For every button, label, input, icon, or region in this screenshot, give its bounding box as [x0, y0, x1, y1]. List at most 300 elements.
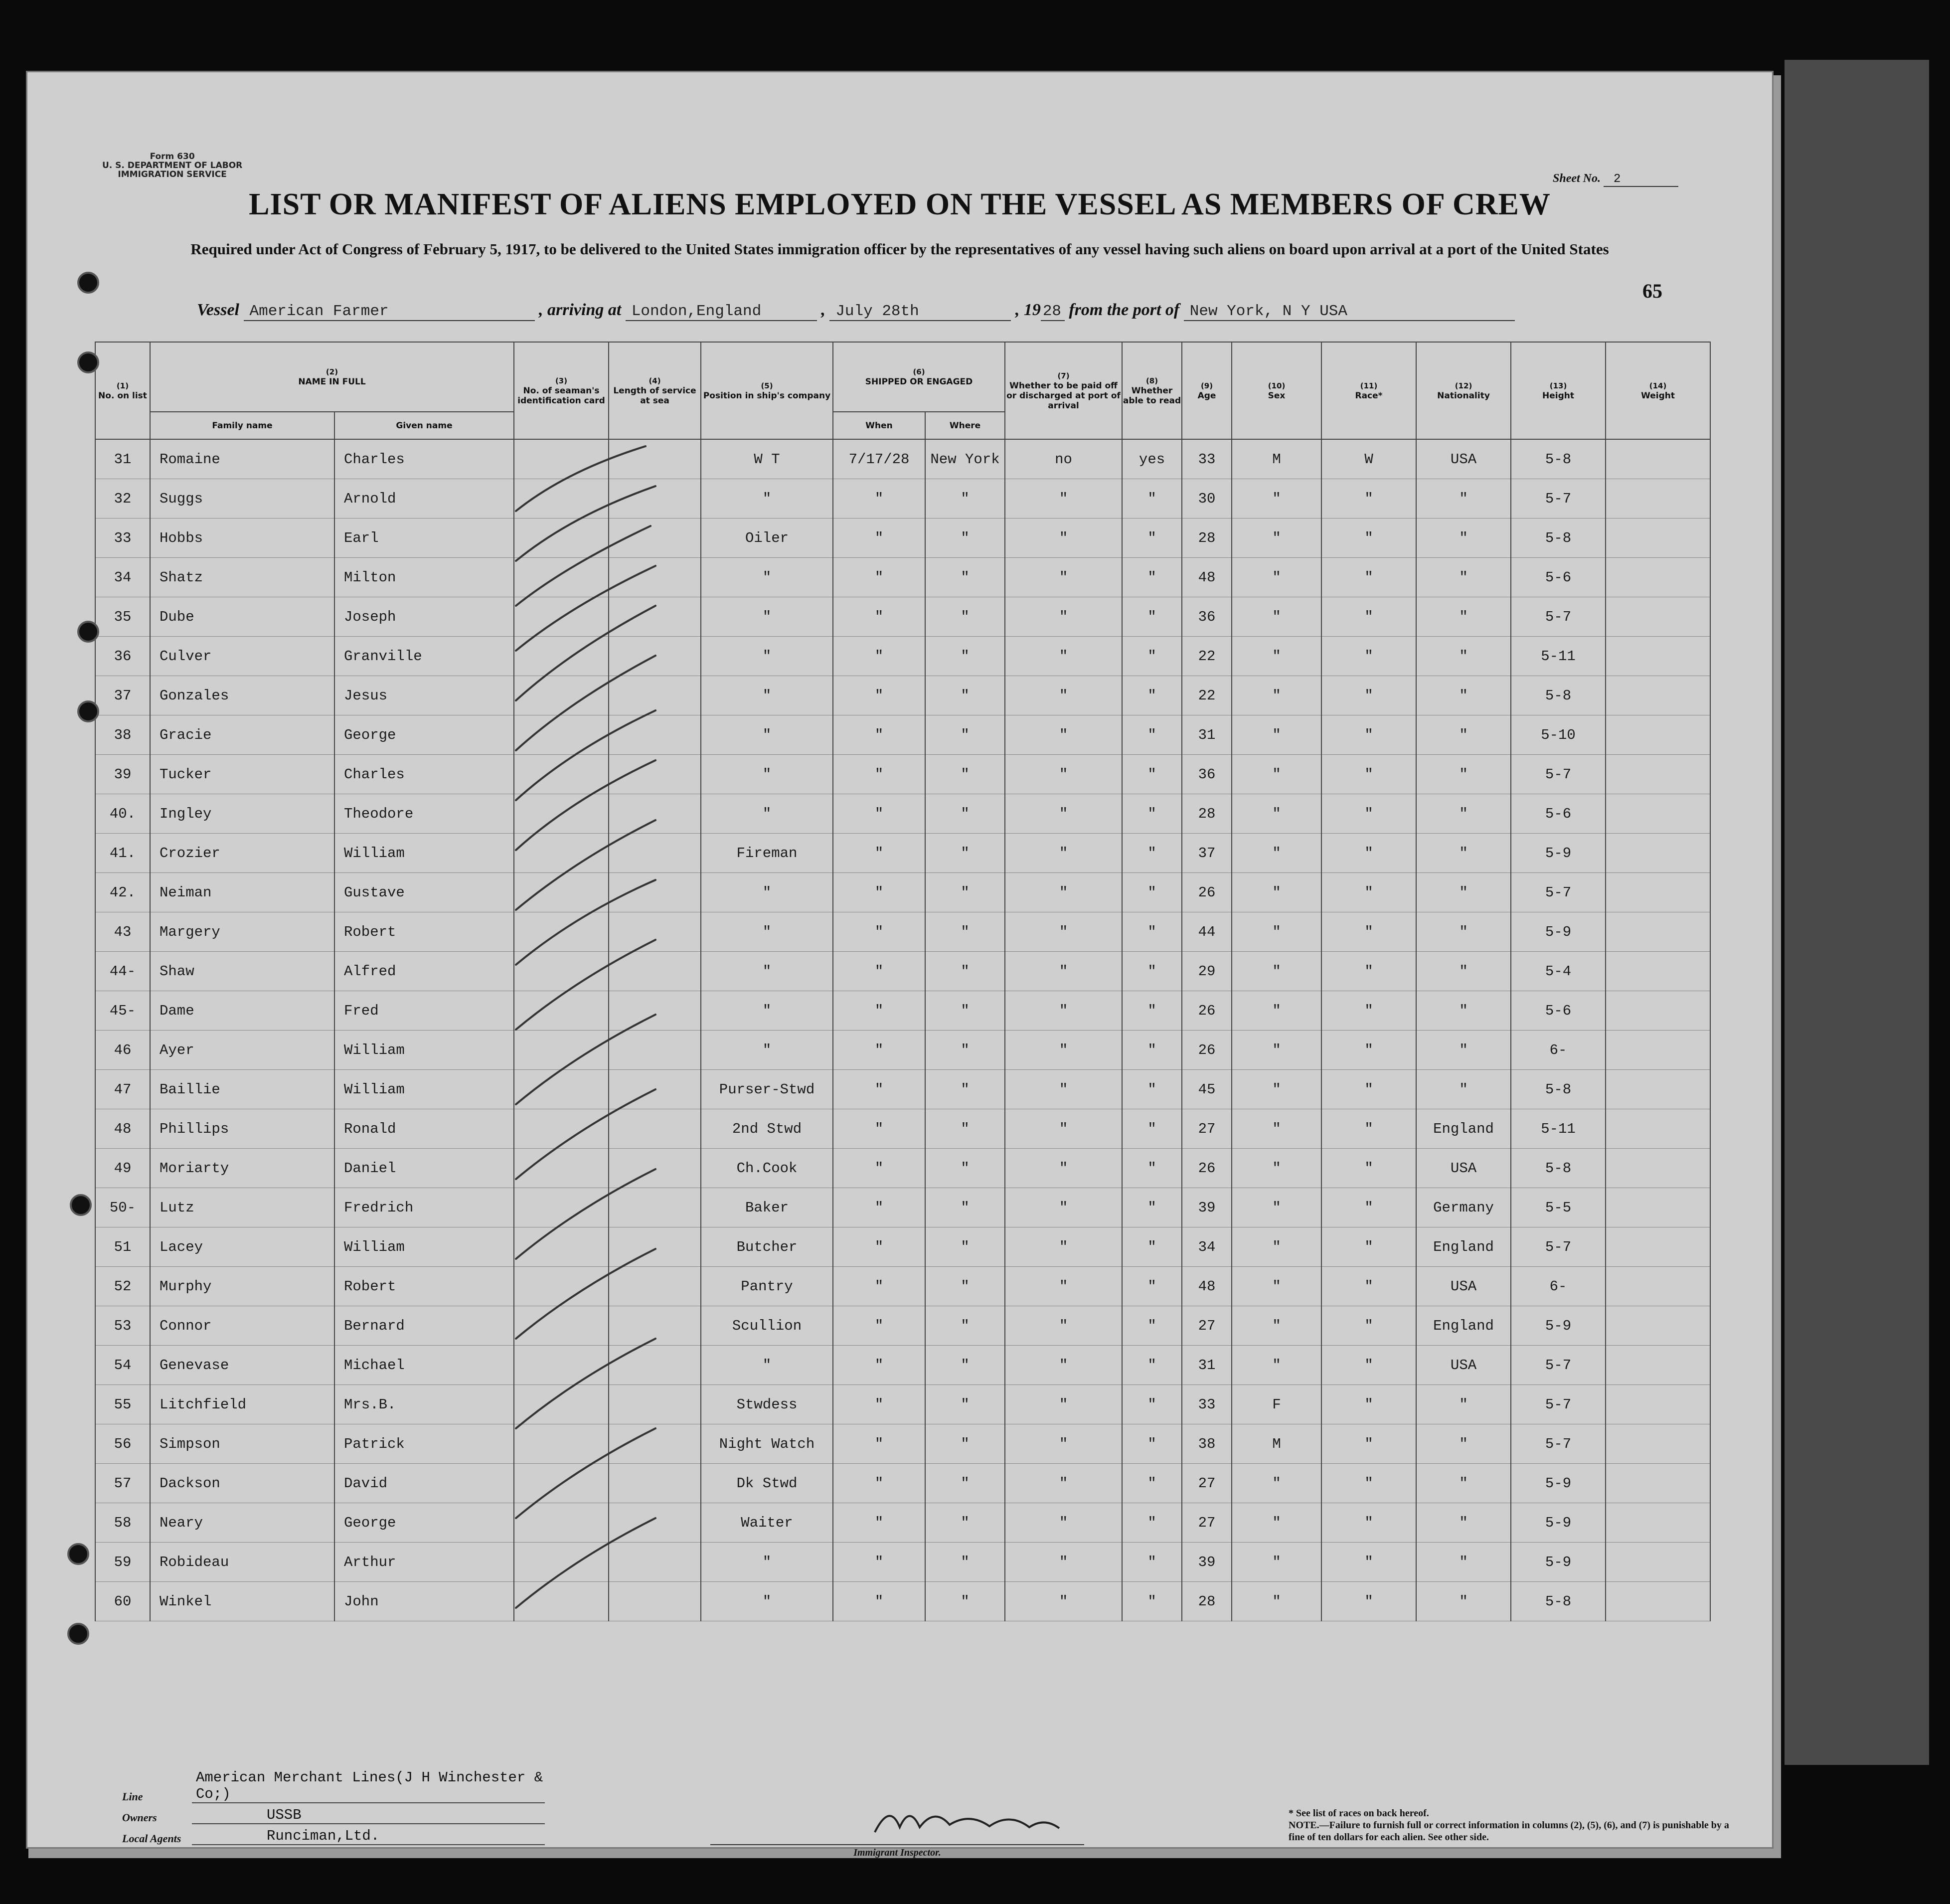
shipped-where-cell: "	[925, 755, 1005, 794]
shipped-when-cell: "	[833, 1188, 925, 1227]
height-cell: 5-8	[1511, 1582, 1606, 1621]
race-cell: "	[1321, 1424, 1416, 1464]
table-row	[95, 873, 1710, 912]
line-value: American Merchant Lines(J H Winchester & Co;)	[192, 1769, 545, 1803]
age-cell: 36	[1182, 597, 1232, 637]
col-name-header: (2) NAME IN FULL	[150, 342, 514, 412]
shipped-where-cell: "	[925, 1109, 1005, 1149]
family-name-cell: Litchfield	[150, 1385, 334, 1424]
height-cell: 6-	[1511, 1031, 1606, 1070]
position-cell: "	[701, 558, 833, 597]
shipped-when-cell: "	[833, 755, 925, 794]
height-cell: 5-7	[1511, 1346, 1606, 1385]
shipped-where-cell: "	[925, 479, 1005, 519]
family-name-cell: Neiman	[150, 873, 334, 912]
height-cell: 5-8	[1511, 1149, 1606, 1188]
shipped-when-cell: "	[833, 794, 925, 834]
age-cell: 26	[1182, 991, 1232, 1031]
given-name-cell: William	[334, 834, 514, 873]
height-cell: 5-7	[1511, 755, 1606, 794]
given-name-cell: Fredrich	[334, 1188, 514, 1227]
race-cell: "	[1321, 912, 1416, 952]
sex-cell: "	[1232, 873, 1321, 912]
shipped-when-cell: "	[833, 1031, 925, 1070]
shipped-when-cell: "	[833, 1109, 925, 1149]
weight-cell	[1606, 676, 1710, 715]
family-name-cell: Dame	[150, 991, 334, 1031]
age-cell: 27	[1182, 1306, 1232, 1346]
position-cell: "	[701, 952, 833, 991]
binder-hole	[70, 1194, 92, 1216]
given-name-cell: George	[334, 1503, 514, 1543]
paid-off-cell: "	[1005, 1227, 1122, 1267]
crew-manifest-table	[95, 342, 1711, 1621]
table-row	[95, 676, 1710, 715]
inspector-signature-block	[710, 1797, 1084, 1857]
able-to-read-cell: "	[1122, 1070, 1182, 1109]
height-cell: 5-10	[1511, 715, 1606, 755]
given-name-cell: Ronald	[334, 1109, 514, 1149]
shipped-when-cell: "	[833, 1267, 925, 1306]
race-cell: "	[1321, 873, 1416, 912]
col-family-name-header: Family name	[150, 412, 334, 439]
row-number-cell: 59	[95, 1543, 150, 1582]
height-cell: 5-4	[1511, 952, 1606, 991]
sex-cell: "	[1232, 479, 1321, 519]
given-name-cell: Jesus	[334, 676, 514, 715]
able-to-read-cell: "	[1122, 1188, 1182, 1227]
family-name-cell: Baillie	[150, 1070, 334, 1109]
position-cell: Fireman	[701, 834, 833, 873]
weight-cell	[1606, 755, 1710, 794]
table-row	[95, 1385, 1710, 1424]
paid-off-cell: "	[1005, 991, 1122, 1031]
footnotes	[1289, 1807, 1737, 1843]
given-name-cell: Arthur	[334, 1543, 514, 1582]
family-name-cell: Robideau	[150, 1543, 334, 1582]
nationality-cell: "	[1416, 952, 1511, 991]
position-cell: "	[701, 991, 833, 1031]
table-row	[95, 479, 1710, 519]
family-name-cell: Ingley	[150, 794, 334, 834]
family-name-cell: Lacey	[150, 1227, 334, 1267]
paid-off-cell: "	[1005, 1503, 1122, 1543]
weight-cell	[1606, 991, 1710, 1031]
age-cell: 22	[1182, 676, 1232, 715]
races-note: * See list of races on back hereof.	[1289, 1808, 1429, 1819]
shipped-where-cell: "	[925, 1267, 1005, 1306]
family-name-cell: Culver	[150, 637, 334, 676]
able-to-read-cell: "	[1122, 1149, 1182, 1188]
paid-off-cell: "	[1005, 794, 1122, 834]
family-name-cell: Genevase	[150, 1346, 334, 1385]
able-to-read-cell: "	[1122, 637, 1182, 676]
table-row	[95, 597, 1710, 637]
height-cell: 5-11	[1511, 1109, 1606, 1149]
row-number-cell: 31	[95, 439, 150, 479]
paid-off-cell: "	[1005, 1464, 1122, 1503]
col-height-header: (13) Height	[1511, 342, 1606, 439]
given-name-cell: Granville	[334, 637, 514, 676]
col-where-header: Where	[925, 412, 1005, 439]
shipped-where-cell: "	[925, 597, 1005, 637]
age-cell: 37	[1182, 834, 1232, 873]
height-cell: 5-9	[1511, 912, 1606, 952]
nationality-cell: "	[1416, 1031, 1511, 1070]
given-name-cell: Theodore	[334, 794, 514, 834]
family-name-cell: Margery	[150, 912, 334, 952]
height-cell: 5-9	[1511, 1503, 1606, 1543]
shipped-where-cell: "	[925, 519, 1005, 558]
sex-cell: "	[1232, 1227, 1321, 1267]
shipped-where-cell: "	[925, 1149, 1005, 1188]
sex-cell: "	[1232, 991, 1321, 1031]
nationality-cell: "	[1416, 912, 1511, 952]
shipped-when-cell: "	[833, 912, 925, 952]
weight-cell	[1606, 439, 1710, 479]
race-cell: "	[1321, 676, 1416, 715]
paid-off-cell: "	[1005, 558, 1122, 597]
row-number-cell: 49	[95, 1149, 150, 1188]
given-name-cell: Daniel	[334, 1149, 514, 1188]
shipped-when-cell: "	[833, 479, 925, 519]
shipped-where-cell: "	[925, 1031, 1005, 1070]
shipped-when-cell: 7/17/28	[833, 439, 925, 479]
paid-off-cell: "	[1005, 715, 1122, 755]
agents-label: Local Agents	[122, 1832, 181, 1845]
nationality-cell: "	[1416, 794, 1511, 834]
nationality-cell: England	[1416, 1227, 1511, 1267]
weight-cell	[1606, 912, 1710, 952]
nationality-cell: "	[1416, 676, 1511, 715]
height-cell: 5-6	[1511, 991, 1606, 1031]
row-number-cell: 56	[95, 1424, 150, 1464]
position-cell: "	[701, 637, 833, 676]
row-number-cell: 35	[95, 597, 150, 637]
height-cell: 5-5	[1511, 1188, 1606, 1227]
sex-cell: "	[1232, 1582, 1321, 1621]
row-number-cell: 32	[95, 479, 150, 519]
position-cell: Oiler	[701, 519, 833, 558]
race-cell: "	[1321, 1346, 1416, 1385]
nationality-cell: USA	[1416, 1267, 1511, 1306]
height-cell: 5-8	[1511, 676, 1606, 715]
paid-off-cell: no	[1005, 439, 1122, 479]
weight-cell	[1606, 794, 1710, 834]
race-cell: "	[1321, 519, 1416, 558]
race-cell: "	[1321, 1267, 1416, 1306]
shipped-when-cell: "	[833, 715, 925, 755]
shipped-when-cell: "	[833, 1346, 925, 1385]
age-cell: 36	[1182, 755, 1232, 794]
race-cell: "	[1321, 597, 1416, 637]
nationality-cell: "	[1416, 1582, 1511, 1621]
shipped-when-cell: "	[833, 1543, 925, 1582]
owners-value: USSB	[192, 1807, 545, 1824]
col-sex-header: (10) Sex	[1232, 342, 1321, 439]
given-name-cell: Robert	[334, 1267, 514, 1306]
family-name-cell: Dackson	[150, 1464, 334, 1503]
position-cell: "	[701, 1543, 833, 1582]
nationality-cell: "	[1416, 1385, 1511, 1424]
given-name-cell: Charles	[334, 439, 514, 479]
able-to-read-cell: "	[1122, 1031, 1182, 1070]
age-cell: 27	[1182, 1109, 1232, 1149]
race-cell: "	[1321, 991, 1416, 1031]
able-to-read-cell: "	[1122, 1464, 1182, 1503]
paid-off-cell: "	[1005, 1267, 1122, 1306]
weight-cell	[1606, 1385, 1710, 1424]
able-to-read-cell: "	[1122, 558, 1182, 597]
shipped-where-cell: "	[925, 558, 1005, 597]
shipped-when-cell: "	[833, 1464, 925, 1503]
able-to-read-cell: "	[1122, 991, 1182, 1031]
check-mark	[516, 820, 655, 910]
family-name-cell: Shaw	[150, 952, 334, 991]
given-name-cell: David	[334, 1464, 514, 1503]
nationality-cell: "	[1416, 1543, 1511, 1582]
service-label: IMMIGRATION SERVICE	[118, 170, 227, 179]
sheet-label: Sheet No.	[1553, 172, 1601, 185]
age-cell: 48	[1182, 558, 1232, 597]
race-cell: "	[1321, 1149, 1416, 1188]
weight-cell	[1606, 1424, 1710, 1464]
position-cell: "	[701, 1031, 833, 1070]
table-row	[95, 1227, 1710, 1267]
nationality-cell: "	[1416, 597, 1511, 637]
sex-cell: F	[1232, 1385, 1321, 1424]
sheet-number	[1553, 172, 1678, 187]
family-name-cell: Neary	[150, 1503, 334, 1543]
table-row	[95, 1503, 1710, 1543]
col-position-header: (5) Position in ship's company	[701, 342, 833, 439]
family-name-cell: Ayer	[150, 1031, 334, 1070]
height-cell: 5-7	[1511, 873, 1606, 912]
table-row	[95, 952, 1710, 991]
height-cell: 5-7	[1511, 597, 1606, 637]
sex-cell: "	[1232, 637, 1321, 676]
family-name-cell: Hobbs	[150, 519, 334, 558]
row-number-cell: 46	[95, 1031, 150, 1070]
able-to-read-cell: "	[1122, 597, 1182, 637]
sex-cell: "	[1232, 676, 1321, 715]
family-name-cell: Suggs	[150, 479, 334, 519]
shipped-where-cell: "	[925, 1346, 1005, 1385]
weight-cell	[1606, 519, 1710, 558]
age-cell: 29	[1182, 952, 1232, 991]
able-to-read-cell: "	[1122, 479, 1182, 519]
col-when-header: When	[833, 412, 925, 439]
shipped-where-cell: "	[925, 715, 1005, 755]
col-nationality-header: (12) Nationality	[1416, 342, 1511, 439]
given-name-cell: John	[334, 1582, 514, 1621]
paid-off-cell: "	[1005, 1385, 1122, 1424]
age-cell: 45	[1182, 1070, 1232, 1109]
row-number-cell: 43	[95, 912, 150, 952]
page-number-stamp: 65	[1642, 280, 1662, 302]
age-cell: 39	[1182, 1543, 1232, 1582]
paid-off-cell: "	[1005, 1424, 1122, 1464]
paid-off-cell: "	[1005, 519, 1122, 558]
race-cell: "	[1321, 1464, 1416, 1503]
position-cell: Purser-Stwd	[701, 1070, 833, 1109]
year-label: , 19	[1015, 301, 1041, 319]
race-cell: "	[1321, 834, 1416, 873]
shipped-where-cell: "	[925, 873, 1005, 912]
col-age-header: (9) Age	[1182, 342, 1232, 439]
row-number-cell: 53	[95, 1306, 150, 1346]
shipped-when-cell: "	[833, 1306, 925, 1346]
able-to-read-cell: "	[1122, 1543, 1182, 1582]
shipped-where-cell: "	[925, 637, 1005, 676]
nationality-cell: "	[1416, 991, 1511, 1031]
weight-cell	[1606, 479, 1710, 519]
nationality-cell: "	[1416, 1070, 1511, 1109]
given-name-cell: George	[334, 715, 514, 755]
weight-cell	[1606, 1109, 1710, 1149]
sex-cell: "	[1232, 1503, 1321, 1543]
row-number-cell: 41.	[95, 834, 150, 873]
age-cell: 44	[1182, 912, 1232, 952]
position-cell: "	[701, 715, 833, 755]
vessel-line: Vessel American Farmer , arriving at London,England , July 28th , 19 28 from the port of New York, N Y USA	[197, 301, 1515, 321]
col-given-name-header: Given name	[334, 412, 514, 439]
paid-off-cell: "	[1005, 1582, 1122, 1621]
race-cell: "	[1321, 715, 1416, 755]
shipped-where-cell: "	[925, 1188, 1005, 1227]
department-label: U. S. DEPARTMENT OF LABOR	[102, 161, 243, 171]
check-mark	[516, 606, 655, 700]
shipped-where-cell: "	[925, 1306, 1005, 1346]
family-name-cell: Gonzales	[150, 676, 334, 715]
race-cell: "	[1321, 1031, 1416, 1070]
given-name-cell: Alfred	[334, 952, 514, 991]
given-name-cell: Patrick	[334, 1424, 514, 1464]
paid-off-cell: "	[1005, 834, 1122, 873]
family-name-cell: Winkel	[150, 1582, 334, 1621]
table-row	[95, 1424, 1710, 1464]
shipped-when-cell: "	[833, 676, 925, 715]
form-header	[102, 152, 242, 179]
footer-owners-row	[122, 1803, 545, 1824]
given-name-cell: Fred	[334, 991, 514, 1031]
able-to-read-cell: yes	[1122, 439, 1182, 479]
weight-cell	[1606, 1227, 1710, 1267]
shipped-when-cell: "	[833, 834, 925, 873]
race-cell: "	[1321, 637, 1416, 676]
able-to-read-cell: "	[1122, 1227, 1182, 1267]
paid-off-cell: "	[1005, 1149, 1122, 1188]
position-cell: "	[701, 755, 833, 794]
able-to-read-cell: "	[1122, 755, 1182, 794]
binder-hole	[67, 1543, 89, 1565]
height-cell: 5-6	[1511, 558, 1606, 597]
given-name-cell: Joseph	[334, 597, 514, 637]
sex-cell: "	[1232, 834, 1321, 873]
sex-cell: M	[1232, 439, 1321, 479]
table-row	[95, 439, 1710, 479]
race-cell: "	[1321, 794, 1416, 834]
row-number-cell: 38	[95, 715, 150, 755]
age-cell: 39	[1182, 1188, 1232, 1227]
nationality-cell: "	[1416, 558, 1511, 597]
sheet-value: 2	[1604, 173, 1678, 187]
paid-off-cell: "	[1005, 755, 1122, 794]
shipped-where-cell: "	[925, 1503, 1005, 1543]
position-cell: "	[701, 794, 833, 834]
nationality-cell: "	[1416, 479, 1511, 519]
race-cell: "	[1321, 558, 1416, 597]
col-able-read-header: (8) Whether able to read	[1122, 342, 1182, 439]
shipped-when-cell: "	[833, 519, 925, 558]
penalty-note: NOTE.—Failure to furnish full or correct information in columns (2), (5), (6), and (7) is punishable by a fine of ten dollars for each alien. See other side.	[1289, 1820, 1729, 1843]
able-to-read-cell: "	[1122, 676, 1182, 715]
able-to-read-cell: "	[1122, 519, 1182, 558]
nationality-cell: USA	[1416, 1149, 1511, 1188]
position-cell: Scullion	[701, 1306, 833, 1346]
race-cell: "	[1321, 755, 1416, 794]
race-cell: "	[1321, 1503, 1416, 1543]
shipped-when-cell: "	[833, 991, 925, 1031]
nationality-cell: Germany	[1416, 1188, 1511, 1227]
given-name-cell: William	[334, 1070, 514, 1109]
sex-cell: "	[1232, 715, 1321, 755]
family-name-cell: Lutz	[150, 1188, 334, 1227]
sex-cell: "	[1232, 1149, 1321, 1188]
table-row	[95, 1464, 1710, 1503]
vessel-label: Vessel	[197, 301, 239, 319]
position-cell: Ch.Cook	[701, 1149, 833, 1188]
paid-off-cell: "	[1005, 1306, 1122, 1346]
nationality-cell: "	[1416, 715, 1511, 755]
paid-off-cell: "	[1005, 597, 1122, 637]
shipped-when-cell: "	[833, 952, 925, 991]
age-cell: 28	[1182, 519, 1232, 558]
race-cell: "	[1321, 1582, 1416, 1621]
given-name-cell: Gustave	[334, 873, 514, 912]
position-cell: Baker	[701, 1188, 833, 1227]
family-name-cell: Dube	[150, 597, 334, 637]
position-cell: "	[701, 479, 833, 519]
vessel-name: American Farmer	[244, 303, 535, 321]
paid-off-cell: "	[1005, 1070, 1122, 1109]
age-cell: 48	[1182, 1267, 1232, 1306]
nationality-cell: "	[1416, 834, 1511, 873]
shipped-where-cell: "	[925, 1464, 1005, 1503]
shipped-where-cell: "	[925, 834, 1005, 873]
table-row	[95, 755, 1710, 794]
check-mark	[516, 1339, 655, 1428]
height-cell: 5-9	[1511, 1543, 1606, 1582]
binder-hole	[67, 1623, 89, 1645]
age-cell: 33	[1182, 1385, 1232, 1424]
given-name-cell: Milton	[334, 558, 514, 597]
row-number-cell: 33	[95, 519, 150, 558]
row-number-cell: 48	[95, 1109, 150, 1149]
able-to-read-cell: "	[1122, 1267, 1182, 1306]
able-to-read-cell: "	[1122, 1346, 1182, 1385]
binder-hole	[77, 351, 99, 373]
age-cell: 30	[1182, 479, 1232, 519]
row-number-cell: 44-	[95, 952, 150, 991]
table-row	[95, 558, 1710, 597]
check-mark	[516, 446, 646, 511]
weight-cell	[1606, 637, 1710, 676]
sex-cell: "	[1232, 519, 1321, 558]
family-name-cell: Moriarty	[150, 1149, 334, 1188]
paid-off-cell: "	[1005, 1346, 1122, 1385]
shipped-when-cell: "	[833, 637, 925, 676]
